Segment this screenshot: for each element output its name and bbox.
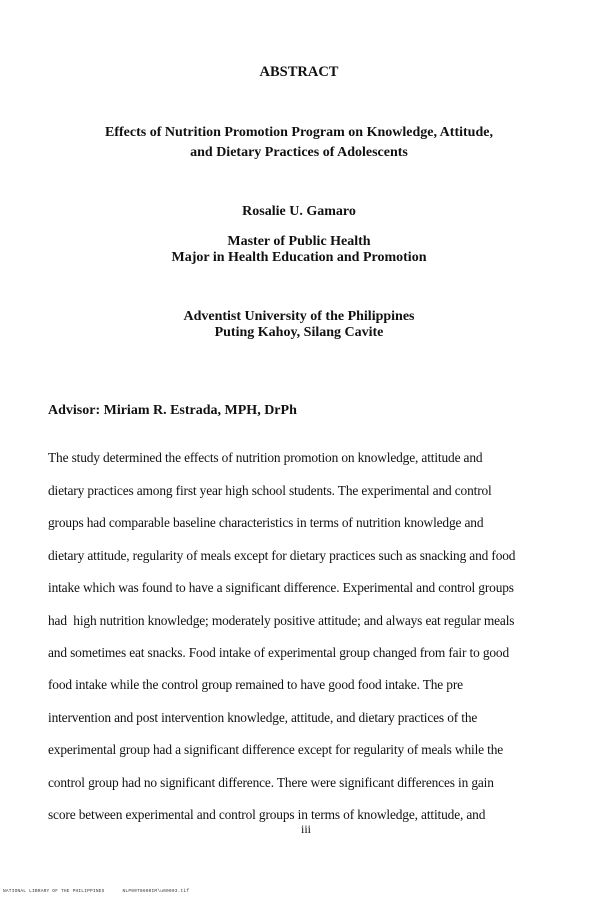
degree-line-2: Major in Health Education and Promotion <box>171 250 427 265</box>
body-line: and sometimes eat snacks. Food intake of experimental group changed from fair to good <box>48 645 509 660</box>
advisor-line: Advisor: Miriam R. Estrada, MPH, DrPh <box>48 403 297 418</box>
body-line: intake which was found to have a significant difference. Experimental and control groups <box>48 580 514 595</box>
body-line: dietary attitude, regularity of meals except for dietary practices such as snacking and food <box>48 548 516 563</box>
body-line: control group had no significant difference. There were significant differences in gain <box>48 775 494 790</box>
footer-code: NLP00T0690IM\u00003.tif <box>122 889 190 894</box>
institution-line-2: Puting Kahoy, Silang Cavite <box>214 325 384 340</box>
body-line: groups had comparable baseline characteristics in terms of nutrition knowledge and <box>48 515 484 530</box>
abstract-heading: ABSTRACT <box>259 64 339 80</box>
body-line: score between experimental and control groups in terms of knowledge, attitude, and <box>48 807 486 822</box>
body-line: experimental group had a significant difference except for regularity of meals while the <box>48 742 504 757</box>
body-line: dietary practices among first year high school students. The experimental and control <box>48 483 492 498</box>
body-line: The study determined the effects of nutrition promotion on knowledge, attitude and <box>48 450 483 465</box>
body-line: had high nutrition knowledge; moderately positive attitude; and always eat regular meals <box>48 613 515 628</box>
page-number: iii <box>301 822 312 836</box>
author-name: Rosalie U. Gamaro <box>242 204 356 219</box>
thesis-title-line-2: and Dietary Practices of Adolescents <box>190 145 408 160</box>
scan-footer <box>3 889 189 894</box>
footer-library: NATIONAL LIBRARY OF THE PHILIPPINES <box>3 889 105 894</box>
body-line: food intake while the control group remained to have good food intake. The pre <box>48 677 463 692</box>
body-line: intervention and post intervention knowledge, attitude, and dietary practices of the <box>48 710 478 725</box>
degree-line-1: Master of Public Health <box>227 234 371 249</box>
institution-line-1: Adventist University of the Philippines <box>183 309 415 324</box>
thesis-title-line-1: Effects of Nutrition Promotion Program on Knowledge, Attitude, <box>105 125 493 140</box>
